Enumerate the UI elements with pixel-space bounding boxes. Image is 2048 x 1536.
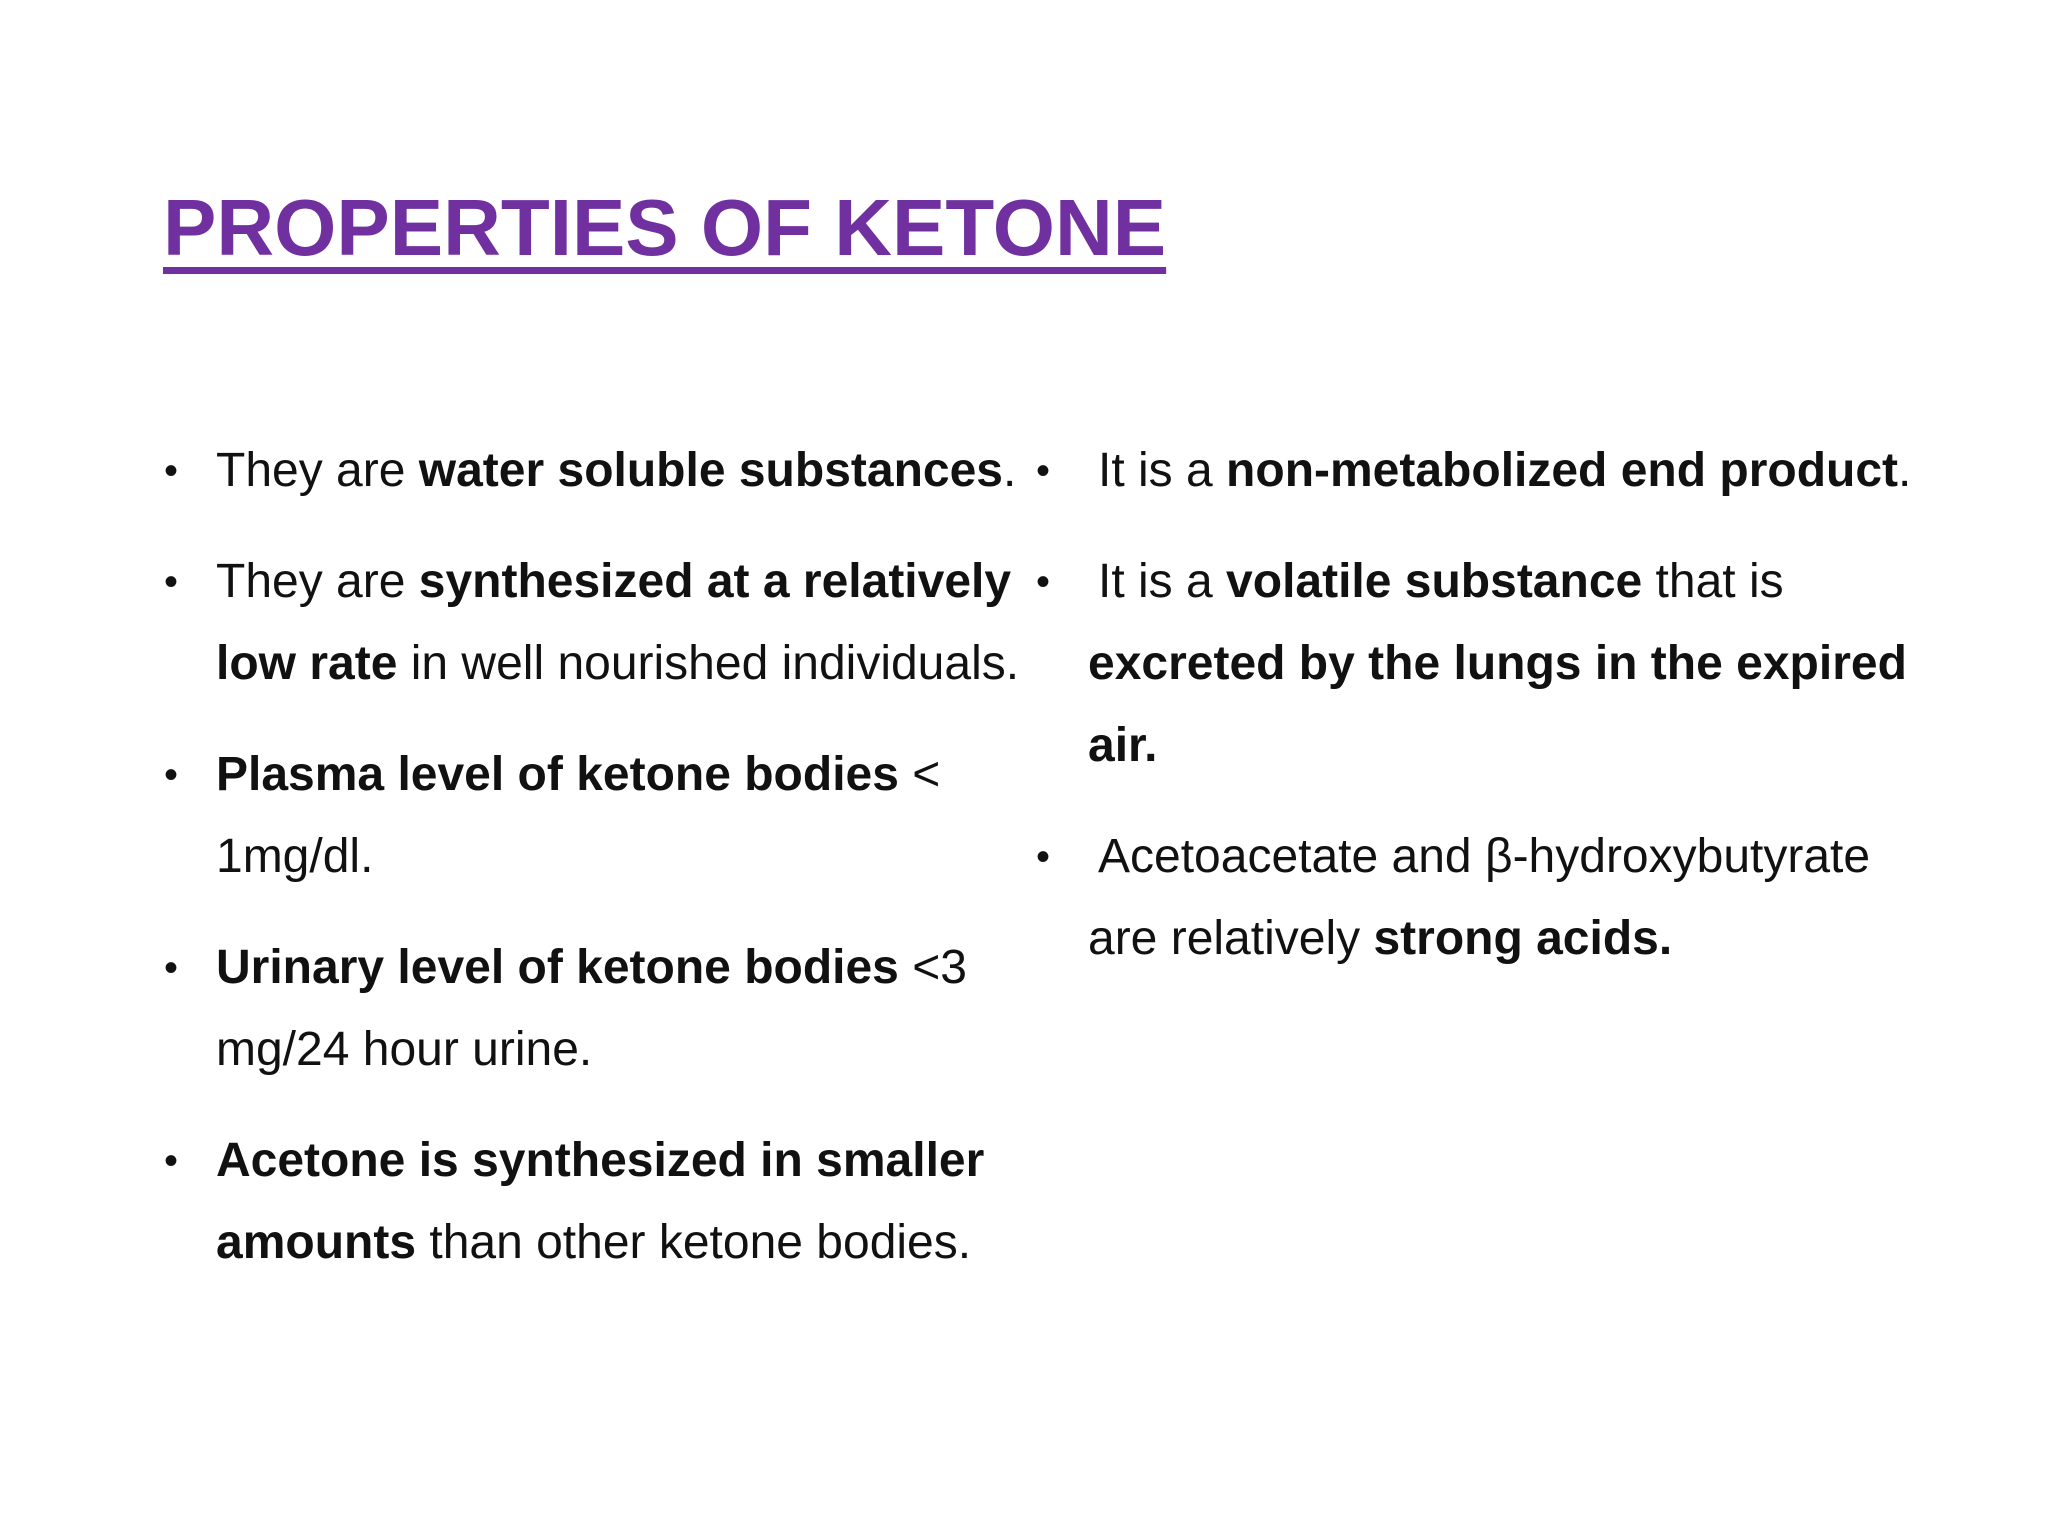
slide-title: PROPERTIES OF KETONE: [163, 183, 1167, 272]
right-bullet-item: [1036, 430, 1916, 512]
bold-text-run: excreted by the lungs in the expired air.: [1088, 637, 1907, 772]
left-bullet-item: [164, 541, 1044, 705]
text-run: <3 mg/24 hour urine.: [216, 941, 967, 1076]
bullet-icon: •: [1036, 835, 1051, 879]
bullet-text: [216, 555, 1019, 690]
left-bullet-item: [164, 927, 1044, 1091]
text-run: than other ketone bodies.: [416, 1216, 972, 1269]
right-bullet-item: [1036, 816, 1916, 980]
bullet-icon: •: [164, 560, 179, 604]
text-run: .: [1898, 444, 1912, 497]
text-run: They are: [216, 555, 419, 608]
left-bullet-item: [164, 430, 1044, 512]
bullet-icon: •: [164, 753, 179, 797]
bullet-text: [1088, 555, 1907, 772]
bullet-icon: •: [164, 946, 179, 990]
text-run: Acetoacetate and β-hydroxybutyrate are relatively: [1088, 830, 1871, 965]
text-run: It is a: [1098, 444, 1227, 497]
bullet-text: [1088, 444, 1911, 497]
bold-text-run: synthesized at a relatively low rate: [216, 555, 1012, 690]
bold-text-run: volatile substance: [1226, 555, 1643, 608]
text-run: .: [1002, 444, 1017, 497]
bullet-text: [216, 1134, 984, 1269]
bullet-text: [1088, 830, 1870, 965]
bold-text-run: Urinary level of ketone bodies: [216, 941, 899, 994]
text-run: in well nourished individuals.: [397, 637, 1020, 690]
text-run: It is a: [1098, 555, 1227, 608]
bold-text-run: non-metabolized end product: [1226, 444, 1899, 497]
bullet-icon: •: [1036, 560, 1051, 604]
text-run: < 1mg/dl.: [216, 748, 941, 883]
bullet-icon: •: [164, 449, 179, 493]
left-bullet-item: [164, 1120, 1044, 1284]
bold-text-run: strong acids.: [1373, 912, 1673, 965]
bold-text-run: water soluble substances: [418, 444, 1003, 497]
left-bullet-list: [164, 430, 1044, 1313]
text-run: They are: [216, 444, 419, 497]
left-bullet-item: [164, 734, 1044, 898]
bullet-text: [216, 941, 967, 1076]
bullet-icon: •: [1036, 449, 1051, 493]
right-bullet-item: [1036, 541, 1916, 787]
bullet-icon: •: [164, 1139, 179, 1183]
bold-text-run: Plasma level of ketone bodies: [216, 748, 899, 801]
bold-text-run: Acetone is synthesized in smaller amounts: [216, 1134, 985, 1269]
bullet-text: [216, 444, 1016, 497]
right-bullet-list: [1036, 430, 1916, 1009]
bullet-text: [216, 748, 940, 883]
text-run: that is: [1642, 555, 1784, 608]
